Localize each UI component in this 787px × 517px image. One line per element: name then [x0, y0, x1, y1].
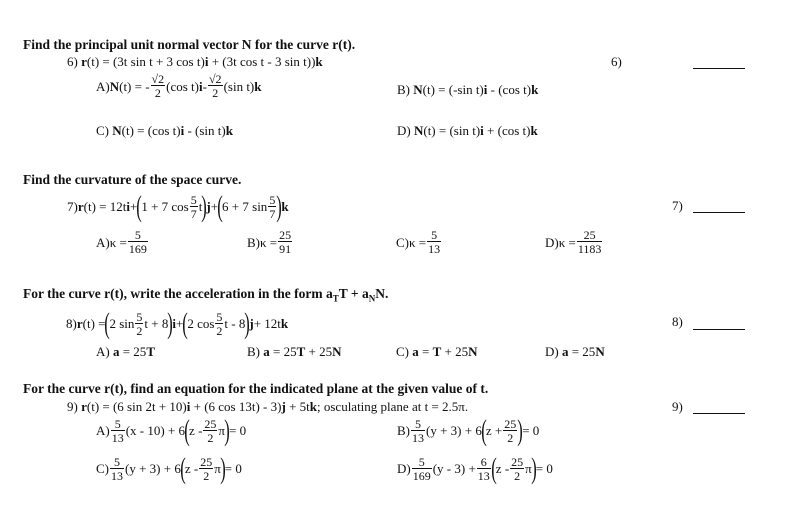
q8-label: 8): [66, 316, 77, 331]
text: (t) = (-sin t): [422, 82, 484, 97]
numerator: 5: [415, 416, 421, 431]
numerator: 25: [279, 228, 292, 242]
text: 1 + 7 cos: [141, 199, 189, 214]
text: (t) = 12t: [83, 199, 127, 214]
right-paren: ): [276, 190, 283, 223]
instruction-q9: For the curve r(t), find an equation for the indicated plane at the given value of t.: [23, 381, 489, 396]
answer-blank-q7[interactable]: [693, 212, 745, 213]
denominator: 13: [477, 468, 490, 483]
fraction: [208, 73, 223, 99]
choice-q8-a[interactable]: [96, 345, 155, 358]
left-paren: (: [481, 414, 487, 447]
denominator: 7: [269, 206, 276, 221]
choice-label: A): [96, 78, 110, 94]
denominator: 1183: [577, 242, 602, 256]
vec-i: i: [180, 123, 185, 138]
choice-q6-c[interactable]: [96, 124, 233, 137]
q9-label: 9): [67, 399, 82, 414]
choice-label: B): [247, 344, 264, 359]
numerator: 25: [583, 228, 596, 242]
vec-k: k: [280, 316, 289, 331]
denominator: 2: [199, 468, 213, 482]
text: (x - 10) + 6: [125, 423, 186, 438]
choice-q9-d[interactable]: [397, 452, 553, 485]
choice-label: A): [96, 234, 110, 250]
pi: π: [525, 461, 532, 476]
choice-label: D): [397, 461, 411, 476]
kappa: κ =: [409, 234, 427, 250]
choice-label: C): [396, 234, 409, 250]
text: + 25: [305, 344, 333, 359]
denominator: 13: [111, 468, 123, 483]
choice-label: D): [545, 344, 562, 359]
numerator: 25: [204, 416, 217, 431]
left-paren: (: [217, 190, 223, 223]
answer-blank-q6[interactable]: [693, 68, 745, 69]
choice-q8-d[interactable]: [545, 345, 605, 358]
vec-a: a: [412, 344, 419, 359]
vec-N: N: [595, 344, 605, 359]
numerator: 5: [134, 228, 141, 242]
text: (y + 3) + 6: [426, 423, 482, 438]
answer-number-q8: 8): [672, 314, 683, 329]
answer-blank-q8[interactable]: [693, 329, 745, 330]
left-paren: (: [182, 307, 189, 340]
text: (t) = (3t sin t + 3 cos t): [86, 54, 205, 69]
vec-r: r: [76, 316, 83, 331]
choice-q9-a[interactable]: [96, 414, 247, 447]
text: =: [418, 344, 433, 359]
vec-N: N: [413, 123, 424, 138]
fraction: [503, 418, 517, 444]
text: T + a: [338, 286, 369, 301]
denominator: 2: [203, 430, 217, 444]
numerator: 5: [431, 228, 438, 242]
choice-label: A): [96, 344, 113, 359]
fraction: [577, 229, 603, 255]
fraction: [199, 456, 213, 482]
fraction: [477, 456, 491, 482]
vec-r: r: [77, 199, 84, 214]
numerator: √2: [208, 72, 222, 86]
choice-q6-a[interactable]: [96, 73, 262, 99]
answer-number-q7: 7): [672, 198, 683, 213]
denominator: 2: [208, 85, 223, 99]
choice-label: C): [96, 123, 113, 138]
right-paren: ): [244, 307, 251, 340]
numerator: 5: [136, 309, 143, 324]
text: = 0: [535, 461, 553, 476]
vec-k: k: [309, 399, 317, 414]
text: (sin t): [223, 78, 255, 94]
denominator: 13: [412, 430, 424, 445]
numerator: 5: [418, 454, 425, 469]
vec-r: r: [81, 399, 87, 414]
fraction: [412, 456, 432, 482]
text: - (sin t): [184, 123, 226, 138]
vec-N: N: [413, 82, 423, 97]
numerator: 5: [114, 416, 121, 431]
text: = 0: [522, 423, 540, 438]
choice-q8-c[interactable]: [396, 345, 478, 358]
choice-q7-d[interactable]: [545, 229, 603, 255]
numerator: 5: [269, 192, 276, 207]
vec-N: N: [332, 344, 342, 359]
prompt-q8: [66, 307, 289, 340]
left-paren: (: [180, 452, 186, 485]
text: N.: [375, 286, 389, 301]
answer-number-q6: 6): [611, 54, 622, 69]
vec-i: i: [126, 199, 130, 214]
text: + (3t cos t - 3 sin t)): [208, 54, 316, 69]
choice-q7-c[interactable]: [396, 229, 442, 255]
vec-a: a: [263, 344, 270, 359]
choice-label: D): [397, 123, 414, 138]
vec-T: T: [432, 344, 442, 359]
denominator: 169: [128, 242, 147, 256]
text: + (cos t): [483, 123, 531, 138]
text: t + 8: [144, 316, 169, 331]
fraction: [203, 418, 217, 444]
pi: π: [218, 423, 225, 438]
vec-k: k: [531, 82, 539, 97]
right-paren: ): [517, 414, 523, 447]
kappa: κ =: [109, 234, 127, 250]
right-paren: ): [220, 452, 226, 485]
vec-r: r: [81, 54, 87, 69]
choice-q7-a[interactable]: [96, 229, 149, 255]
text: + 5t: [285, 399, 310, 414]
text: = 25: [119, 344, 147, 359]
text: (t) = -: [119, 78, 150, 94]
numerator: 25: [504, 416, 517, 431]
vec-k: k: [530, 123, 538, 138]
choice-q7-b[interactable]: [247, 229, 293, 255]
vec-N: N: [468, 344, 478, 359]
text: +: [129, 199, 138, 214]
numerator: 6: [480, 454, 487, 469]
denominator: 2: [216, 323, 223, 338]
numerator: 5: [190, 192, 197, 207]
subscript: N: [368, 293, 376, 304]
answer-number-q9: 9): [672, 399, 683, 414]
choice-q9-c[interactable]: [96, 452, 242, 485]
left-paren: (: [491, 452, 497, 485]
page-bottom-margin: [0, 485, 787, 517]
prompt-q9: [67, 400, 468, 413]
text: + 25: [441, 344, 469, 359]
choice-label: B): [247, 234, 260, 250]
vec-N: N: [112, 123, 122, 138]
prompt-q7: [67, 190, 289, 223]
denominator: 169: [412, 468, 431, 483]
text: (cos t): [166, 78, 199, 94]
text: (t) = (6 sin 2t + 10): [86, 399, 187, 414]
text: = 25: [269, 344, 297, 359]
fraction: [128, 229, 148, 255]
text: +: [175, 316, 184, 331]
vec-T: T: [296, 344, 306, 359]
numerator: √2: [151, 72, 165, 86]
denominator: 13: [428, 242, 441, 256]
kappa: κ =: [260, 234, 278, 250]
left-paren: (: [136, 190, 143, 223]
fraction: [111, 418, 125, 444]
fraction: [268, 194, 276, 220]
left-paren: (: [104, 307, 111, 340]
text: (y - 3) +: [432, 461, 476, 476]
vec-k: k: [225, 123, 233, 138]
vec-T: T: [146, 344, 155, 359]
numerator: 25: [200, 454, 213, 469]
fraction: [110, 456, 124, 482]
vec-i: i: [199, 78, 203, 94]
right-paren: ): [167, 307, 174, 340]
fraction: [215, 311, 223, 337]
numerator: 5: [216, 309, 223, 324]
right-paren: ): [201, 190, 208, 223]
text: = 0: [224, 461, 242, 476]
fraction: [151, 73, 166, 99]
choice-label: C): [96, 461, 109, 476]
vec-i: i: [172, 316, 176, 331]
numerator: 5: [114, 454, 120, 469]
subscript: T: [332, 293, 339, 304]
fraction: [411, 418, 425, 444]
denominator: 7: [190, 206, 197, 221]
text: 2 sin: [109, 316, 135, 331]
vec-k: k: [281, 199, 289, 214]
text: - (cos t): [487, 82, 532, 97]
choice-label: D): [545, 234, 559, 250]
text: + 12t: [253, 316, 281, 331]
fraction: [510, 456, 524, 482]
choice-label: A): [96, 423, 110, 438]
kappa: κ =: [558, 234, 576, 250]
choice-label: B): [397, 423, 410, 438]
denominator: 91: [279, 242, 292, 256]
instruction-q6: Find the principal unit normal vector N for the curve r(t).: [23, 37, 356, 52]
choice-label: C): [396, 344, 413, 359]
right-paren: ): [224, 414, 230, 447]
denominator: 13: [111, 430, 124, 445]
text: -: [202, 78, 207, 94]
choice-label: B): [397, 82, 414, 97]
fraction: [427, 229, 441, 255]
q7-label: 7): [67, 199, 78, 214]
text: (y + 3) + 6: [125, 461, 181, 476]
text: = 25: [568, 344, 596, 359]
instruction-q7: Find the curvature of the space curve.: [23, 172, 242, 187]
text: = 0: [228, 423, 247, 438]
vec-a: a: [112, 344, 120, 359]
vec-k: k: [315, 54, 323, 69]
fraction: [278, 229, 292, 255]
vec-i: i: [186, 399, 191, 414]
numerator: 25: [511, 454, 524, 469]
pi: π: [214, 461, 221, 476]
q6-label: 6): [67, 54, 82, 69]
text: (t) = (cos t): [121, 123, 181, 138]
text: z -: [189, 423, 203, 438]
vec-a: a: [561, 344, 569, 359]
denominator: 2: [136, 323, 143, 338]
text: 6 + 7 sin: [222, 199, 268, 214]
instruction-q8: [23, 287, 388, 304]
left-paren: (: [184, 414, 190, 447]
vec-k: k: [254, 78, 262, 94]
text: ; osculating plane at t = 2.5π.: [317, 399, 469, 414]
text: z -: [495, 461, 510, 476]
text: 2 cos: [187, 316, 215, 331]
denominator: 2: [510, 468, 524, 482]
choice-q6-b[interactable]: [397, 83, 538, 96]
fraction: [190, 194, 198, 220]
vec-N: N: [109, 78, 120, 94]
vec-i: i: [204, 54, 209, 69]
vec-j: j: [206, 199, 211, 214]
vec-i: i: [483, 82, 488, 97]
choice-q8-b[interactable]: [247, 345, 342, 358]
choice-q9-b[interactable]: [397, 414, 540, 447]
prompt-q6: [67, 55, 323, 68]
text: + (6 cos 13t) - 3): [190, 399, 282, 414]
denominator: 2: [503, 430, 517, 444]
text: (t) = (sin t): [423, 123, 481, 138]
text: +: [210, 199, 219, 214]
text: (t) =: [82, 316, 106, 331]
answer-blank-q9[interactable]: [693, 413, 745, 414]
text: t: [198, 199, 203, 214]
choice-q6-d[interactable]: [397, 124, 538, 137]
vec-i: i: [480, 123, 484, 138]
denominator: 2: [151, 85, 166, 99]
fraction: [135, 311, 143, 337]
text: z -: [184, 461, 199, 476]
right-paren: ): [530, 452, 537, 485]
vec-j: j: [249, 316, 254, 331]
text: z +: [485, 423, 503, 438]
text: For the curve r(t), write the acceleration in the form a: [23, 286, 333, 301]
text: t - 8: [224, 316, 246, 331]
vec-j: j: [281, 399, 286, 414]
